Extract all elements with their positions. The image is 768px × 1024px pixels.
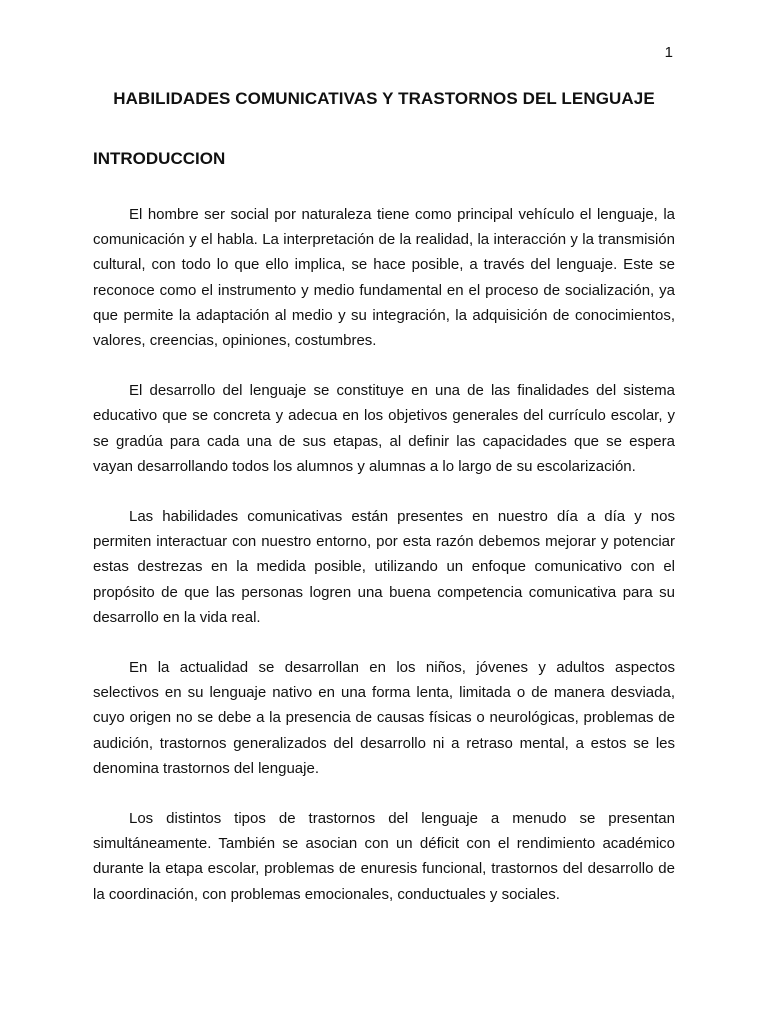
paragraph: Los distintos tipos de trastornos del lenguaje a menudo se presentan simultáneamente. También se asocian con un déficit con el rendimiento académico durante la etapa escolar, problemas de enuresis funcional, trastornos del desarrollo de la coordinación, con problemas emocionales, conductuales y sociales. xyxy=(93,810,675,903)
paragraph: El hombre ser social por naturaleza tiene como principal vehículo el lenguaje, la comunicación y el habla. La interpretación de la realidad, la interacción y la transmisión cultural, con todo lo que ello implica, se hace posible, a través del lenguaje. Este se reconoce como el instrumento y medio fundamental en el proceso de socialización, ya que permite la adaptación al medio y su integración, la adquisición de conocimientos, valores, creencias, opiniones, costumbres. xyxy=(93,206,675,350)
paragraph: Las habilidades comunicativas están presentes en nuestro día a día y nos permiten interactuar con nuestro entorno, por esta razón debemos mejorar y potenciar estas destrezas en la medida posible, utilizando un enfoque comunicativo con el propósito de que las personas logren una buena competencia comunicativa para su desarrollo en la vida real. xyxy=(93,508,675,626)
paragraph: En la actualidad se desarrollan en los niños, jóvenes y adultos aspectos selectivos en su lenguaje nativo en una forma lenta, limitada o de manera desviada, cuyo origen no se debe a la presencia de causas físicas o neurológicas, problemas de audición, trastornos generalizados del desarrollo ni a retraso mental, a estos se les denomina trastornos del lenguaje. xyxy=(93,659,675,777)
page-number: 1 xyxy=(664,44,673,61)
paragraph: El desarrollo del lenguaje se constituye en una de las finalidades del sistema educativo que se concreta y adecua en los objetivos generales del currículo escolar, y se gradúa para cada una de sus etapas, al definir las capacidades que se espera vayan desarrollando todos los alumnos y alumnas a lo largo de su escolarización. xyxy=(93,382,675,475)
document-body xyxy=(93,202,675,932)
document-title: HABILIDADES COMUNICATIVAS Y TRASTORNOS DEL LENGUAJE xyxy=(113,89,655,108)
section-heading: INTRODUCCION xyxy=(93,149,226,168)
